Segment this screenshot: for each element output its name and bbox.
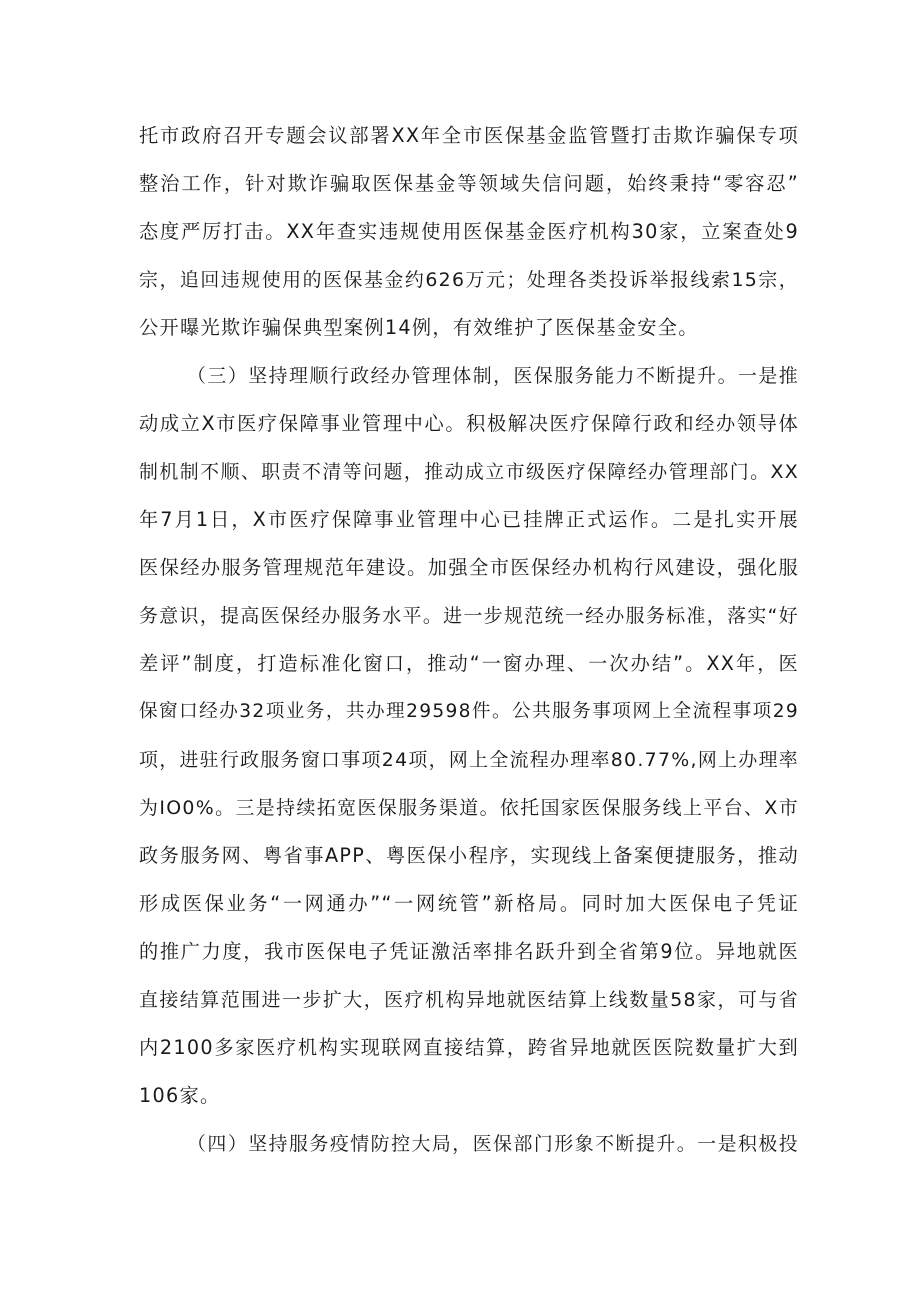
text-line: 106家。: [139, 1084, 221, 1107]
text-line: 整治工作，针对欺诈骗取医保基金等领域失信问题，始终秉持“零容忍”: [139, 172, 799, 195]
text-line: 为IO0%。三是持续拓宽医保服务渠道。依托国家医保服务线上平台、X市: [139, 797, 799, 819]
text-line: 公开曝光欺诈骗保典型案例14例，有效维护了医保基金安全。: [139, 316, 699, 339]
text-line: 直接结算范围进一步扩大，医疗机构异地就医结算上线数量58家，可与省: [139, 989, 799, 1011]
text-line: 差评”制度，打造标准化窗口，推动“一窗办理、一次办结”。XX年，医: [139, 652, 799, 675]
text-line: 形成医保业务“一网通办”“一网统管”新格局。同时加大医保电子凭证: [139, 892, 799, 915]
text-line: 医保经办服务管理规范年建设。加强全市医保经办机构行风建设，强化服: [139, 556, 799, 579]
text-line: 托市政府召开专题会议部署XX年全市医保基金监管暨打击欺诈骗保专项: [139, 124, 799, 147]
text-line: 的推广力度，我市医保电子凭证激活率排名跃升到全省第9位。异地就医: [139, 940, 799, 963]
text-line: 项，进驻行政服务窗口事项24项，网上全流程办理率80.77%,网上办理率: [139, 749, 799, 771]
text-line: 内2100多家医疗机构实现联网直接结算，跨省异地就医医院数量扩大到: [139, 1036, 799, 1059]
text-line: 动成立X市医疗保障事业管理中心。积极解决医疗保障行政和经办领导体: [139, 412, 799, 435]
text-line: 年7月1日，X市医疗保障事业管理中心已挂牌正式运作。二是扎实开展: [139, 508, 799, 531]
text-line: 态度严厉打击。XX年查实违规使用医保基金医疗机构30家，立案查处9: [139, 220, 799, 243]
text-line: 政务服务网、粤省事APP、粤医保小程序，实现线上备案便捷服务，推动: [139, 844, 799, 867]
text-line: 保窗口经办32项业务，共办理29598件。公共服务事项网上全流程事项29: [139, 701, 799, 722]
text-line: 制机制不顺、职责不清等问题，推动成立市级医疗保障经办管理部门。XX: [139, 461, 799, 483]
text-line: 宗，追回违规使用的医保基金约626万元；处理各类投诉举报线索15宗，: [139, 269, 799, 291]
text-line: 务意识，提高医保经办服务水平。进一步规范统一经办服务标准，落实“好: [139, 605, 799, 627]
paragraph-heading-3: （三）坚持理顺行政经办管理体制，医保服务能力不断提升。一是推: [187, 365, 799, 387]
paragraph-heading-4: （四）坚持服务疫情防控大局，医保部门形象不断提升。一是积极投: [187, 1133, 799, 1155]
